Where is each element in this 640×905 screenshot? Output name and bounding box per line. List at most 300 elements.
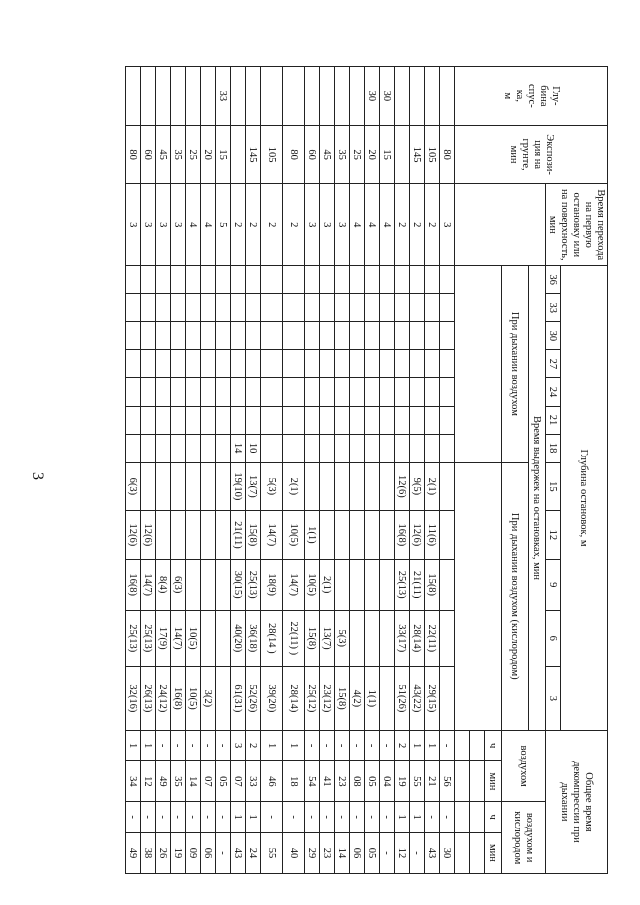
- table-row: [283, 67, 305, 874]
- cell-airo2-minutes: 26: [156, 832, 171, 873]
- cell-stop-24: [425, 378, 440, 406]
- cell-airo2-minutes: 43: [425, 832, 440, 873]
- cell-airo2-hours: -: [440, 802, 455, 833]
- stop-depth-24: 24: [546, 378, 561, 406]
- table-row: [380, 67, 395, 874]
- cell-airo2-minutes: 06: [350, 832, 365, 873]
- cell-stop-3: 3(2): [201, 666, 216, 730]
- cell-airo2-hours: 1: [395, 802, 410, 833]
- cell-stop-36: [425, 266, 440, 294]
- cell-stop-24: [350, 378, 365, 406]
- cell-stop-6: 22(11) ): [283, 610, 305, 666]
- cell-stop-12: 10(5): [283, 511, 305, 560]
- header-depth-text: Глу- бина спус- ка, м: [502, 84, 561, 108]
- table-row: [216, 67, 231, 874]
- cell-stop-18: 10: [246, 434, 261, 462]
- cell-stop-24: [305, 378, 320, 406]
- cell-stop-18: [425, 434, 440, 462]
- cell-air-hours: -: [380, 730, 395, 761]
- cell-stop-6: 22(11): [425, 610, 440, 666]
- cell-stop-36: [380, 266, 395, 294]
- cell-stop-24: [171, 378, 186, 406]
- cell-air-minutes: 54: [305, 761, 320, 802]
- cell-stop-33: [410, 294, 425, 322]
- cell-air-minutes: 49: [156, 761, 171, 802]
- cell-stop-21: [380, 406, 395, 434]
- cell-stop-33: [380, 294, 395, 322]
- cell-air-minutes: 56: [440, 761, 455, 802]
- cell-stop-12: [380, 511, 395, 560]
- cell-transition: 4: [365, 184, 380, 266]
- cell-exposure: 145: [246, 125, 261, 184]
- cell-air-hours: -: [350, 730, 365, 761]
- cell-stop-18: [156, 434, 171, 462]
- cell-stop-18: [395, 434, 410, 462]
- stop-depth-33: 33: [546, 294, 561, 322]
- cell-stop-9: 25(13): [395, 559, 410, 610]
- table-row: [395, 67, 410, 874]
- cell-stop-18: [216, 434, 231, 462]
- cell-airo2-hours: 1: [246, 802, 261, 833]
- cell-air-hours: 2: [395, 730, 410, 761]
- table-row: [231, 67, 246, 874]
- cell-exposure: 105: [261, 125, 283, 184]
- cell-stop-36: [395, 266, 410, 294]
- cell-stop-24: [410, 378, 425, 406]
- cell-stop-3: 25(12): [305, 666, 320, 730]
- stop-depth-36: 36: [546, 266, 561, 294]
- cell-exposure: 105: [425, 125, 440, 184]
- cell-airo2-hours: -: [186, 802, 201, 833]
- cell-airo2-hours: -: [380, 802, 395, 833]
- cell-stop-18: [365, 434, 380, 462]
- cell-stop-36: [305, 266, 320, 294]
- cell-stop-21: [246, 406, 261, 434]
- cell-exposure: 35: [335, 125, 350, 184]
- cell-transition: 4: [201, 184, 216, 266]
- cell-air-minutes: 05: [365, 761, 380, 802]
- cell-air-minutes: 35: [171, 761, 186, 802]
- cell-stop-33: [246, 294, 261, 322]
- cell-stop-9: 25(13): [246, 559, 261, 610]
- table-row: [261, 67, 283, 874]
- cell-airo2-minutes: 19: [171, 832, 186, 873]
- cell-stop-27: [350, 350, 365, 378]
- cell-stop-6: 14(7): [171, 610, 186, 666]
- cell-stop-21: [156, 406, 171, 434]
- cell-stop-3: 32(16): [126, 666, 141, 730]
- cell-exposure: 80: [283, 125, 305, 184]
- decompression-table: [125, 66, 608, 874]
- cell-stop-18: [320, 434, 335, 462]
- cell-air-hours: -: [186, 730, 201, 761]
- cell-stop-18: [171, 434, 186, 462]
- cell-stop-33: [335, 294, 350, 322]
- cell-stop-12: 15(8): [246, 511, 261, 560]
- cell-stop-36: [335, 266, 350, 294]
- cell-stop-12: 12(6): [126, 511, 141, 560]
- cell-stop-15: 19(10): [231, 462, 246, 511]
- cell-stop-24: [231, 378, 246, 406]
- cell-stop-30: [425, 322, 440, 350]
- cell-transition: 3: [305, 184, 320, 266]
- cell-stop-15: 12(6): [395, 462, 410, 511]
- cell-stop-33: [126, 294, 141, 322]
- cell-air-hours: -: [201, 730, 216, 761]
- header-breathing-air-oxygen: При дыхании воздухом (кислородом): [502, 462, 529, 730]
- cell-stop-21: [305, 406, 320, 434]
- cell-stop-3: 4(2): [350, 666, 365, 730]
- cell-stop-30: [231, 322, 246, 350]
- stop-depth-21: 21: [546, 406, 561, 434]
- cell-stop-3: [380, 666, 395, 730]
- cell-airo2-hours: -: [141, 802, 156, 833]
- cell-stop-24: [141, 378, 156, 406]
- cell-stop-3: 61(31): [231, 666, 246, 730]
- cell-stop-12: 14(7): [261, 511, 283, 560]
- table-row: [320, 67, 335, 874]
- cell-air-minutes: 08: [350, 761, 365, 802]
- cell-stop-24: [156, 378, 171, 406]
- cell-stop-27: [365, 350, 380, 378]
- cell-airo2-minutes: 24: [246, 832, 261, 873]
- cell-transition: 4: [186, 184, 201, 266]
- cell-air-hours: -: [440, 730, 455, 761]
- cell-air-minutes: 12: [141, 761, 156, 802]
- cell-stop-33: [305, 294, 320, 322]
- cell-air-hours: 1: [126, 730, 141, 761]
- cell-transition: 3: [440, 184, 455, 266]
- cell-stop-6: 33(17): [395, 610, 410, 666]
- cell-stop-36: [201, 266, 216, 294]
- cell-stop-6: [216, 610, 231, 666]
- stop-depth-30: 30: [546, 322, 561, 350]
- table-row: [126, 67, 141, 874]
- header-air-hours: ч: [485, 730, 502, 761]
- cell-stop-18: [201, 434, 216, 462]
- cell-stop-15: [440, 462, 455, 511]
- cell-airo2-hours: -: [365, 802, 380, 833]
- cell-stop-12: [335, 511, 350, 560]
- stop-depth-3: 3: [546, 666, 561, 730]
- cell-airo2-hours: -: [350, 802, 365, 833]
- cell-airo2-hours: -: [283, 802, 305, 833]
- cell-transition: 4: [380, 184, 395, 266]
- cell-stop-27: [141, 350, 156, 378]
- cell-stop-36: [283, 266, 305, 294]
- cell-stop-27: [171, 350, 186, 378]
- cell-stop-12: [156, 511, 171, 560]
- cell-stop-15: [305, 462, 320, 511]
- cell-transition: 3: [141, 184, 156, 266]
- cell-stop-27: [440, 350, 455, 378]
- header-blank-3: [470, 802, 485, 833]
- table-row: [246, 67, 261, 874]
- cell-stop-27: [425, 350, 440, 378]
- cell-stop-30: [141, 322, 156, 350]
- header-air: воздухом: [502, 730, 546, 801]
- cell-depth: [395, 67, 410, 126]
- table-row: [440, 67, 455, 874]
- cell-stop-9: 14(7): [283, 559, 305, 610]
- cell-air-minutes: 33: [246, 761, 261, 802]
- cell-stop-33: [320, 294, 335, 322]
- cell-stop-15: [320, 462, 335, 511]
- cell-stop-3: 26(13): [141, 666, 156, 730]
- cell-stop-12: [171, 511, 186, 560]
- header-exposure: [455, 125, 608, 184]
- cell-stop-30: [365, 322, 380, 350]
- cell-stop-27: [380, 350, 395, 378]
- cell-stop-12: 11(6): [425, 511, 440, 560]
- header-stops-depth: Глубина остановок, м: [561, 266, 608, 731]
- header-air-oxygen-blank: [455, 462, 502, 730]
- cell-stop-36: [216, 266, 231, 294]
- cell-stop-3: 51(26): [395, 666, 410, 730]
- cell-stop-3: 29(15): [425, 666, 440, 730]
- cell-stop-36: [350, 266, 365, 294]
- cell-air-minutes: 07: [231, 761, 246, 802]
- cell-stop-30: [410, 322, 425, 350]
- cell-stop-27: [126, 350, 141, 378]
- cell-stop-21: [126, 406, 141, 434]
- cell-stop-33: [201, 294, 216, 322]
- cell-stop-24: [126, 378, 141, 406]
- table-row: [201, 67, 216, 874]
- cell-stop-9: [335, 559, 350, 610]
- cell-stop-15: [380, 462, 395, 511]
- cell-airo2-hours: 1: [410, 802, 425, 833]
- cell-stop-9: [365, 559, 380, 610]
- cell-depth: [246, 67, 261, 126]
- cell-stop-21: [201, 406, 216, 434]
- table-row: [186, 67, 201, 874]
- cell-stop-24: [216, 378, 231, 406]
- cell-stop-3: 43(22): [410, 666, 425, 730]
- cell-stop-6: 17(9): [156, 610, 171, 666]
- cell-stop-9: [216, 559, 231, 610]
- cell-stop-33: [231, 294, 246, 322]
- cell-depth: [186, 67, 201, 126]
- cell-stop-12: [440, 511, 455, 560]
- header-exposure-text: Экспози- ция на грунте, мин: [508, 134, 555, 175]
- cell-stop-30: [126, 322, 141, 350]
- cell-stop-24: [246, 378, 261, 406]
- cell-stop-21: [440, 406, 455, 434]
- cell-stop-21: [395, 406, 410, 434]
- cell-air-hours: -: [216, 730, 231, 761]
- cell-depth: [171, 67, 186, 126]
- cell-air-hours: 1: [425, 730, 440, 761]
- cell-stop-12: [216, 511, 231, 560]
- table-row: [156, 67, 171, 874]
- header-hold-time: Время выдержек на остановках, мин: [529, 266, 546, 731]
- cell-air-hours: -: [320, 730, 335, 761]
- header-transition-blank: [455, 184, 546, 266]
- cell-stop-21: [186, 406, 201, 434]
- header-air-oxygen: [502, 802, 546, 874]
- cell-exposure: 20: [365, 125, 380, 184]
- cell-airo2-hours: -: [425, 802, 440, 833]
- cell-exposure: 60: [141, 125, 156, 184]
- cell-stop-21: [261, 406, 283, 434]
- cell-exposure: 20: [201, 125, 216, 184]
- cell-stop-15: 6(3): [126, 462, 141, 511]
- cell-stop-3: 15(8): [335, 666, 350, 730]
- cell-stop-21: [410, 406, 425, 434]
- cell-stop-9: 6(3): [171, 559, 186, 610]
- header-blank-4: [470, 832, 485, 873]
- cell-stop-24: [335, 378, 350, 406]
- cell-air-minutes: 19: [395, 761, 410, 802]
- cell-stop-30: [156, 322, 171, 350]
- cell-airo2-minutes: 29: [305, 832, 320, 873]
- cell-stop-36: [246, 266, 261, 294]
- cell-stop-15: [350, 462, 365, 511]
- rotated-table-wrapper: [55, 66, 608, 874]
- cell-stop-24: [283, 378, 305, 406]
- cell-stop-36: [171, 266, 186, 294]
- cell-airo2-minutes: 05: [365, 832, 380, 873]
- cell-stop-15: 2(1): [283, 462, 305, 511]
- cell-transition: 3: [320, 184, 335, 266]
- cell-air-minutes: 46: [261, 761, 283, 802]
- cell-stop-9: 30(15): [231, 559, 246, 610]
- cell-stop-3: 23(12): [320, 666, 335, 730]
- cell-stop-9: [201, 559, 216, 610]
- cell-stop-9: [380, 559, 395, 610]
- cell-stop-27: [305, 350, 320, 378]
- cell-stop-18: [283, 434, 305, 462]
- cell-airo2-minutes: 49: [126, 832, 141, 873]
- cell-air-minutes: 55: [410, 761, 425, 802]
- cell-stop-36: [186, 266, 201, 294]
- cell-airo2-hours: -: [201, 802, 216, 833]
- cell-stop-30: [440, 322, 455, 350]
- table-body: [126, 67, 455, 874]
- cell-stop-30: [283, 322, 305, 350]
- cell-depth: [350, 67, 365, 126]
- cell-stop-12: [201, 511, 216, 560]
- header-total-decompression: [546, 730, 608, 873]
- cell-exposure: 80: [440, 125, 455, 184]
- header-blank-8: [455, 832, 470, 873]
- cell-transition: 3: [171, 184, 186, 266]
- cell-stop-3: 24(12): [156, 666, 171, 730]
- stop-depth-6: 6: [546, 610, 561, 666]
- header-air-oxygen-text: воздухом и кислородом: [512, 811, 536, 865]
- cell-exposure: 45: [320, 125, 335, 184]
- cell-exposure: 25: [186, 125, 201, 184]
- cell-air-minutes: 23: [335, 761, 350, 802]
- cell-stop-27: [335, 350, 350, 378]
- cell-airo2-hours: -: [305, 802, 320, 833]
- cell-depth: [335, 67, 350, 126]
- cell-stop-9: 21(11): [410, 559, 425, 610]
- cell-depth: [305, 67, 320, 126]
- cell-airo2-minutes: -: [216, 832, 231, 873]
- cell-air-hours: 1: [261, 730, 283, 761]
- cell-depth: [231, 67, 246, 126]
- cell-stop-15: [335, 462, 350, 511]
- cell-stop-30: [171, 322, 186, 350]
- cell-stop-27: [410, 350, 425, 378]
- cell-stop-33: [365, 294, 380, 322]
- cell-stop-9: [350, 559, 365, 610]
- cell-stop-33: [261, 294, 283, 322]
- cell-stop-30: [335, 322, 350, 350]
- cell-stop-9: [440, 559, 455, 610]
- cell-stop-30: [395, 322, 410, 350]
- cell-stop-6: 25(13): [141, 610, 156, 666]
- cell-air-minutes: 04: [380, 761, 395, 802]
- cell-transition: 3: [126, 184, 141, 266]
- cell-depth: 30: [380, 67, 395, 126]
- header-air-minutes: мин: [485, 761, 502, 802]
- cell-airo2-minutes: 55: [261, 832, 283, 873]
- cell-stop-6: [440, 610, 455, 666]
- cell-stop-18: [350, 434, 365, 462]
- table-row: [171, 67, 186, 874]
- cell-stop-30: [261, 322, 283, 350]
- cell-transition: 2: [246, 184, 261, 266]
- cell-transition: 2: [231, 184, 246, 266]
- cell-stop-12: 12(6): [141, 511, 156, 560]
- cell-stop-30: [201, 322, 216, 350]
- cell-exposure: [231, 125, 246, 184]
- cell-stop-33: [156, 294, 171, 322]
- cell-exposure: 15: [380, 125, 395, 184]
- cell-stop-6: [365, 610, 380, 666]
- cell-stop-6: [201, 610, 216, 666]
- cell-stop-36: [365, 266, 380, 294]
- cell-stop-15: [186, 462, 201, 511]
- cell-exposure: 80: [126, 125, 141, 184]
- cell-stop-30: [186, 322, 201, 350]
- cell-air-hours: 1: [410, 730, 425, 761]
- header-blank-6: [455, 761, 470, 802]
- cell-stop-24: [365, 378, 380, 406]
- cell-air-minutes: 41: [320, 761, 335, 802]
- table-row: [141, 67, 156, 874]
- cell-stop-18: [126, 434, 141, 462]
- cell-stop-12: 12(6): [410, 511, 425, 560]
- cell-airo2-minutes: 23: [320, 832, 335, 873]
- cell-stop-18: [141, 434, 156, 462]
- cell-air-hours: 1: [283, 730, 305, 761]
- cell-air-minutes: 34: [126, 761, 141, 802]
- cell-air-hours: -: [335, 730, 350, 761]
- cell-exposure: 145: [410, 125, 425, 184]
- cell-air-hours: 2: [246, 730, 261, 761]
- cell-stop-3: 52(26): [246, 666, 261, 730]
- cell-airo2-minutes: -: [380, 832, 395, 873]
- cell-stop-24: [440, 378, 455, 406]
- cell-transition: 2: [395, 184, 410, 266]
- cell-stop-3: 28(14): [283, 666, 305, 730]
- cell-stop-27: [186, 350, 201, 378]
- cell-stop-21: [350, 406, 365, 434]
- cell-depth: [261, 67, 283, 126]
- cell-air-minutes: 07: [201, 761, 216, 802]
- cell-stop-9: 14(7): [141, 559, 156, 610]
- stop-depth-15: 15: [546, 462, 561, 511]
- cell-airo2-minutes: -: [410, 832, 425, 873]
- cell-stop-36: [410, 266, 425, 294]
- cell-stop-15: 9(5): [410, 462, 425, 511]
- cell-stop-3: 10(5): [186, 666, 201, 730]
- cell-airo2-minutes: 12: [395, 832, 410, 873]
